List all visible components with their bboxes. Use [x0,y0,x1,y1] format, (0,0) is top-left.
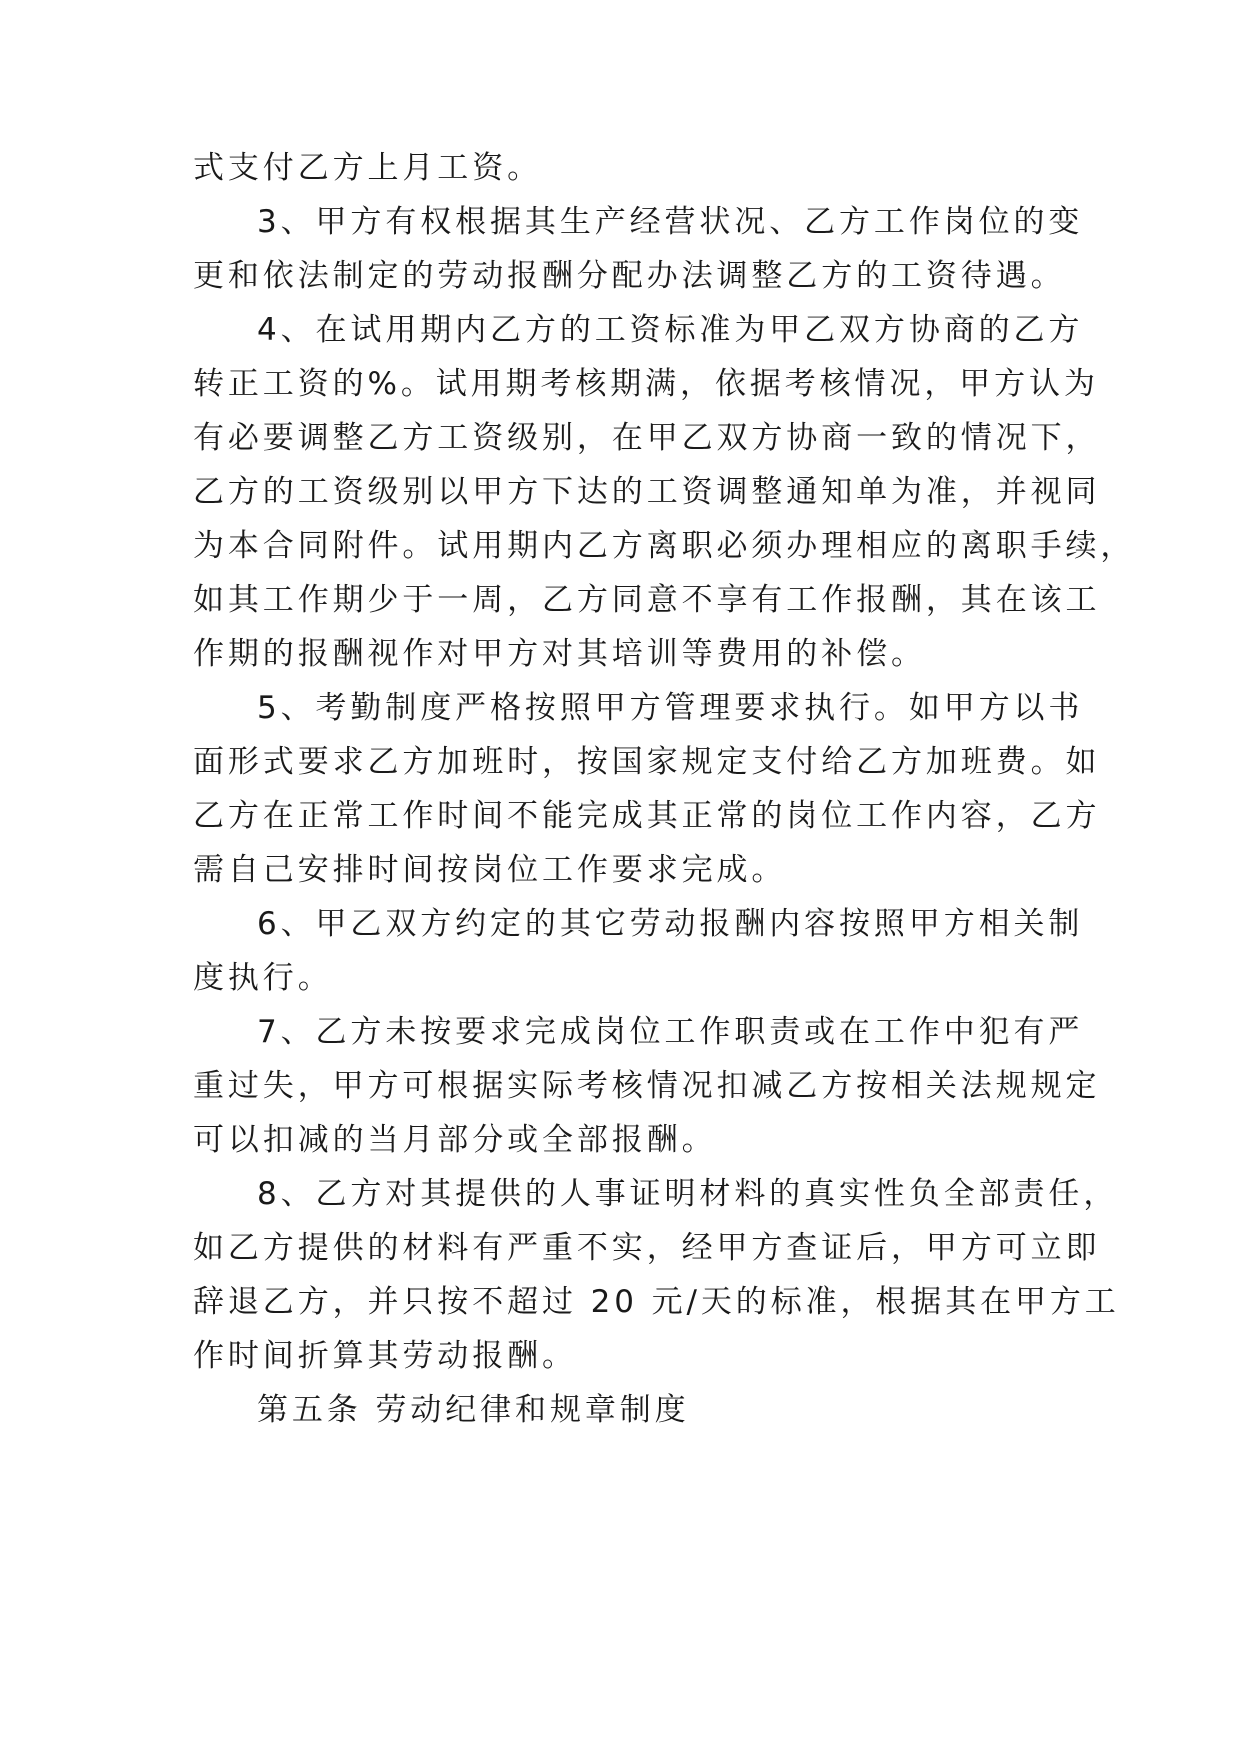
text-line: 如乙方提供的材料有严重不实，经甲方查证后，甲方可立即 [193,1230,1101,1266]
text-line: 6、甲乙双方约定的其它劳动报酬内容按照甲方相关制 [257,906,1084,942]
text-line: 度执行。 [193,960,333,996]
text-line: 3、甲方有权根据其生产经营状况、乙方工作岗位的变 [257,204,1084,240]
text-line: 可以扣减的当月部分或全部报酬。 [193,1122,717,1158]
text-line: 重过失，甲方可根据实际考核情况扣减乙方按相关法规规定 [193,1068,1101,1104]
text-line: 更和依法制定的劳动报酬分配办法调整乙方的工资待遇。 [193,258,1066,294]
section-heading: 第五条 劳动纪律和规章制度 [257,1392,690,1428]
text-line: 作时间折算其劳动报酬。 [193,1338,577,1374]
text-line: 需自己安排时间按岗位工作要求完成。 [193,852,787,888]
text-line: 5、考勤制度严格按照甲方管理要求执行。如甲方以书 [257,690,1084,726]
text-line: 乙方在正常工作时间不能完成其正常的岗位工作内容，乙方 [193,798,1101,834]
text-line: 辞退乙方，并只按不超过 20 元/天的标准，根据其在甲方工 [193,1284,1120,1320]
text-line: 转正工资的%。试用期考核期满，依据考核情况，甲方认为 [193,366,1099,402]
text-line: 有必要调整乙方工资级别，在甲乙双方协商一致的情况下， [193,420,1101,456]
text-line: 乙方的工资级别以甲方下达的工资调整通知单为准，并视同 [193,474,1101,510]
text-line: 式支付乙方上月工资。 [193,150,542,186]
text-line: 7、乙方未按要求完成岗位工作职责或在工作中犯有严 [257,1014,1084,1050]
text-line: 如其工作期少于一周，乙方同意不享有工作报酬，其在该工 [193,582,1101,618]
text-line: 8、乙方对其提供的人事证明材料的真实性负全部责任， [257,1176,1119,1212]
text-line: 为本合同附件。试用期内乙方离职必须办理相应的离职手续， [193,528,1136,564]
text-line: 作期的报酬视作对甲方对其培训等费用的补偿。 [193,636,926,672]
text-line: 面形式要求乙方加班时，按国家规定支付给乙方加班费。如 [193,744,1101,780]
text-line: 4、在试用期内乙方的工资标准为甲乙双方协商的乙方 [257,312,1084,348]
